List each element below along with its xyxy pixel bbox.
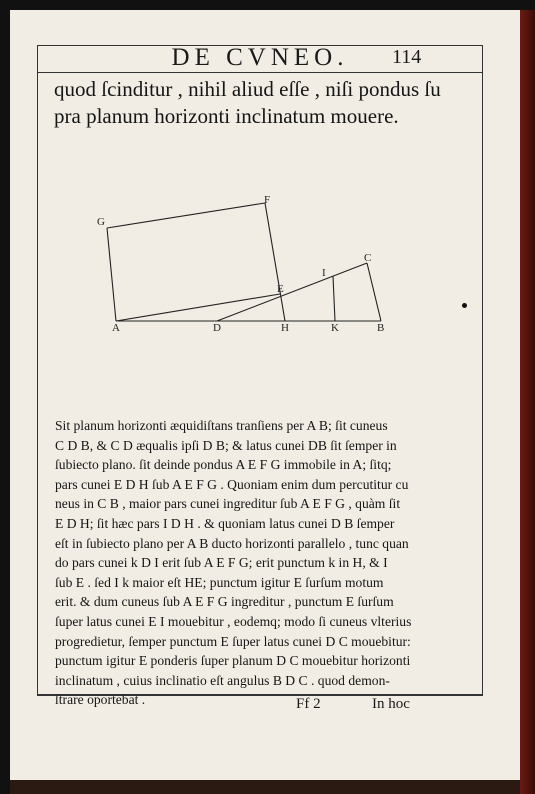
body-paragraph — [55, 416, 475, 710]
text-line: C D B, & C D æqualis ipſi D B; & latus cunei DB ſit ſemper in — [55, 437, 397, 453]
text-line: neus in C B , maior pars cunei ingreditur ſub A E F G , quàm ſit — [55, 496, 401, 512]
label-E: E — [277, 283, 284, 295]
text-line: ſub E . ſed I k maior eſt HE; punctum igitur E ſurſum motum — [55, 574, 384, 590]
text-line: inclinatum , cuius inclinatio eſt angulus B D C . quod demon- — [55, 672, 390, 688]
label-G: G — [97, 216, 105, 228]
wedge-diagram — [37, 185, 483, 345]
line-D-C — [217, 263, 367, 321]
text-line: ſuper latus cunei E I mouebitur , eodemq; modo ſi cuneus vlterius — [55, 613, 412, 629]
ink-speck — [462, 303, 467, 308]
text-line: do pars cunei k D I erit ſub A E F G; erit punctum k in H, & I — [55, 555, 388, 571]
text-line: pars cunei E D H ſub A E F G . Quoniam enim dum percutitur cu — [55, 476, 409, 492]
text-line: eſt in ſubiecto plano per A B ducto horizonti parallelo , tunc quan — [55, 535, 409, 551]
text-line: erit. & dum cuneus ſub A E F G ingreditur , punctum E ſurſum — [55, 594, 394, 610]
label-K: K — [331, 322, 339, 334]
label-D: D — [213, 322, 221, 334]
text-line: ſtrare oportebat . — [55, 692, 146, 708]
label-C: C — [364, 252, 372, 264]
label-H: H — [281, 322, 289, 334]
text-line: quod ſcinditur , nihil aliud eſſe , niſi pondus ſu — [54, 77, 441, 101]
text-line: pra planum horizonti inclinatum mouere. — [54, 104, 399, 128]
text-line: ſubiecto plano. ſit deinde pondus A E F G immobile in A; ſitq; — [55, 457, 392, 473]
text-line: Sit planum horizonti æquidiſtans tranſiens per A B; ſit cuneus — [55, 418, 388, 433]
text-line: E D H; ſit hæc pars I D H . & quoniam latus cunei D B ſemper — [55, 515, 395, 531]
label-A: A — [112, 322, 120, 334]
line-C-B — [367, 263, 381, 321]
text-line: progredietur, ſemper punctum E ſuper latus cunei D C mouebitur: — [55, 633, 411, 649]
line-G-F — [107, 203, 265, 228]
page-bottom-edge — [10, 780, 520, 794]
top-paragraph — [54, 76, 474, 130]
line-A-E — [116, 294, 280, 321]
header-rule — [37, 72, 483, 73]
running-head: DE CVNEO. — [171, 44, 349, 71]
line-I-K — [333, 276, 335, 321]
page-number: 114 — [392, 46, 422, 68]
label-B: B — [377, 322, 385, 334]
signature-mark: Ff 2 — [296, 696, 321, 712]
text-line: punctum igitur E ponderis ſuper planum D C mouebitur horizonti — [55, 653, 411, 669]
catchword: In hoc — [372, 696, 410, 712]
line-A-G — [107, 228, 116, 321]
red-binding-edge — [520, 10, 535, 794]
label-I: I — [322, 267, 326, 279]
label-F: F — [264, 194, 271, 206]
line-F-H — [265, 203, 285, 321]
footer-rule — [37, 695, 483, 696]
